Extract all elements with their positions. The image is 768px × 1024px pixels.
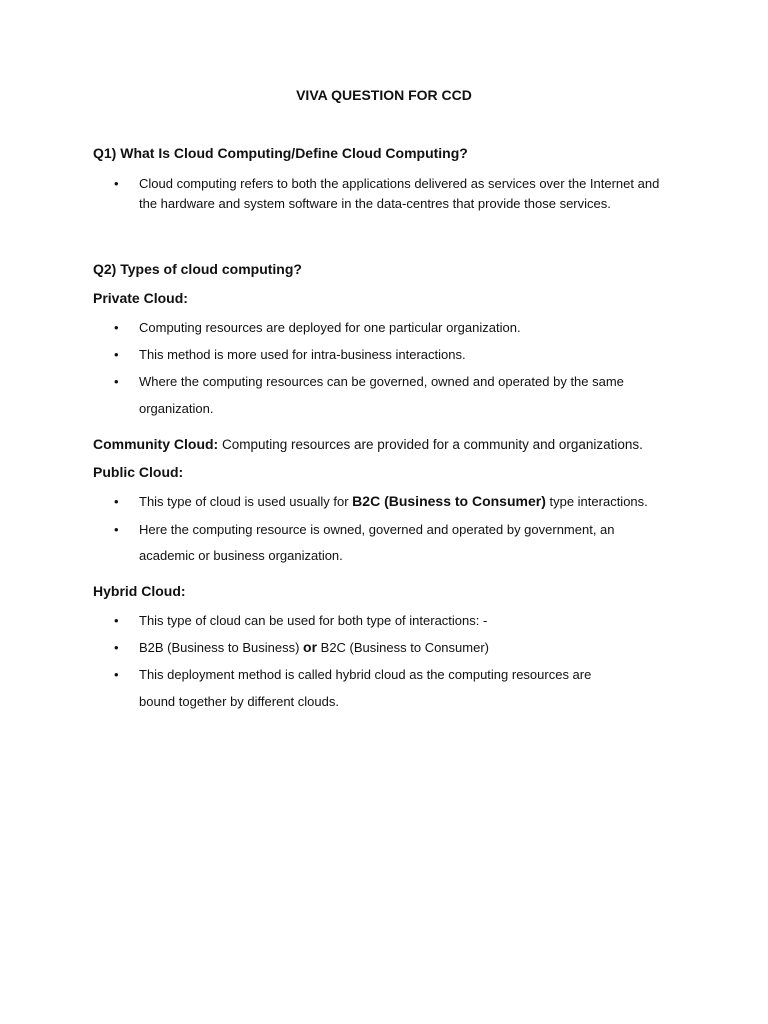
public-cloud-point (139, 492, 679, 512)
public-cloud-point-post: type interactions. (545, 494, 648, 509)
bullet-icon: • (114, 613, 119, 628)
bullet-icon: • (114, 347, 119, 362)
q1-answer: Cloud computing refers to both the applications delivered as services over the Internet and the hardware and system software in the data-centres that provide those services. (139, 176, 660, 211)
private-cloud-point: Where the computing resources can be governed, owned and operated by the same (139, 374, 624, 389)
private-cloud-heading: Private Cloud: (93, 290, 188, 306)
bullet-icon: • (114, 320, 119, 335)
private-cloud-point-continuation: organization. (139, 401, 214, 416)
hybrid-cloud-point-continuation: bound together by different clouds. (139, 694, 339, 709)
hybrid-cloud-point: This deployment method is called hybrid cloud as the computing resources are (139, 667, 592, 682)
bullet-icon: • (114, 640, 119, 655)
private-cloud-point: This method is more used for intra-business interactions. (139, 347, 466, 362)
hybrid-point-post: B2C (Business to Consumer) (317, 640, 489, 655)
hybrid-cloud-point (139, 638, 679, 658)
q2-heading: Q2) Types of cloud computing? (93, 261, 302, 277)
or-word: or (303, 639, 318, 655)
community-cloud-text: Computing resources are provided for a community and organizations. (218, 437, 643, 452)
public-cloud-point-pre: This type of cloud is used usually for (139, 494, 353, 509)
q1-heading: Q1) What Is Cloud Computing/Define Cloud Computing? (93, 145, 468, 161)
public-cloud-heading: Public Cloud: (93, 464, 184, 480)
bullet-icon: • (114, 522, 119, 537)
community-cloud-label: Community Cloud: (93, 436, 219, 452)
hybrid-point-pre: B2B (Business to Business) (139, 640, 304, 655)
document-title: VIVA QUESTION FOR CCD (296, 87, 472, 103)
bullet-icon: • (114, 374, 119, 389)
public-cloud-point-continuation: academic or business organization. (139, 548, 343, 563)
public-cloud-point: Here the computing resource is owned, governed and operated by government, an (139, 522, 615, 537)
hybrid-cloud-heading: Hybrid Cloud: (93, 583, 186, 599)
private-cloud-point: Computing resources are deployed for one particular organization. (139, 320, 521, 335)
bullet-icon: • (114, 494, 119, 509)
bullet-icon: • (114, 176, 119, 191)
bullet-icon: • (114, 667, 119, 682)
b2c-term: B2C (Business to Consumer) (352, 493, 546, 509)
hybrid-cloud-point: This type of cloud can be used for both type of interactions: - (139, 613, 488, 628)
community-cloud-line (93, 436, 643, 452)
